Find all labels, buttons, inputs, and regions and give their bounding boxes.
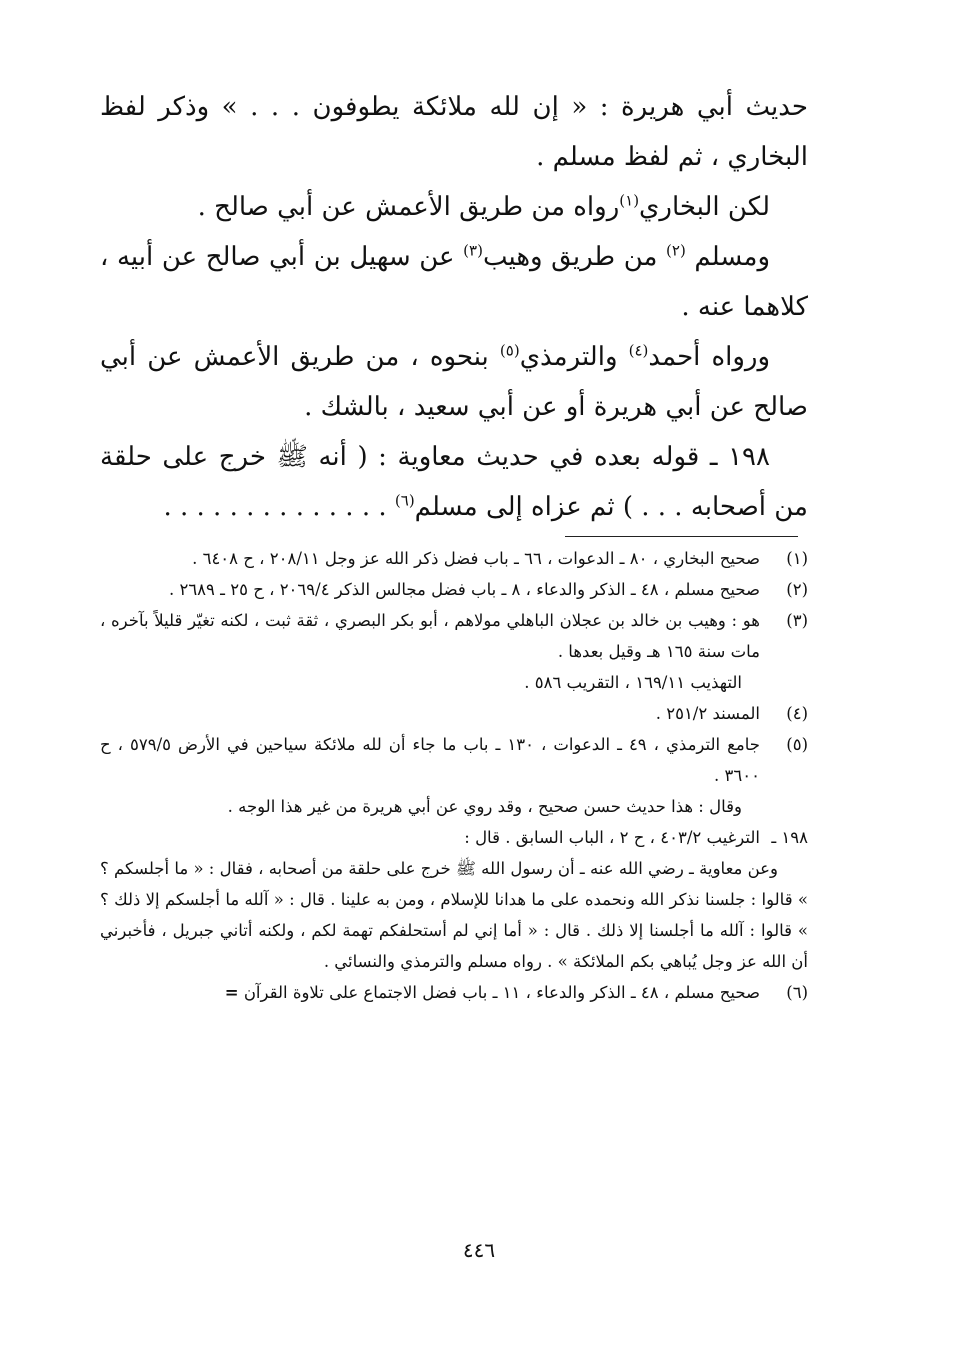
footnote-ref: (٥) [499, 341, 520, 360]
paragraph [100, 332, 808, 432]
footnote-text: الترغيب ٤٠٣/٢ ، ح ٢ ، الباب السابق . قال : [464, 828, 760, 847]
paragraph-text: بنحوه ، من طريق الأعمش عن أبي صالح عن أبي هريرة أو عن أبي سعيد ، بالشك . [100, 342, 808, 422]
footnote-6 [70, 977, 808, 1008]
paragraph-text: ورواه أحمد [648, 342, 770, 372]
footnote-5 [100, 729, 808, 822]
footnote-text: المسند ٢٥١/٢ . [655, 704, 760, 723]
paragraph [100, 232, 808, 332]
continued-mark: = [224, 983, 239, 1002]
paragraph-text: لكن البخاري [639, 192, 770, 222]
footnote-text: صحيح مسلم ، ٤٨ ـ الذكر والدعاء ، ٨ ـ باب فضل مجالس الذكر ٢٠٦٩/٤ ، ح ٢٥ ـ ٢٦٨٩ . [168, 580, 760, 599]
paragraph-text: والترمذي [519, 342, 618, 372]
footnotes [100, 543, 808, 1008]
footnote-number: (٤) [786, 704, 808, 723]
footnote-separator [565, 536, 798, 537]
footnote-ref: (٣) [463, 241, 483, 260]
footnote-1 [100, 543, 808, 574]
dotted-leader: . . . . . . . . . . . . . . [163, 492, 387, 522]
paragraph [100, 182, 808, 232]
footnote-3 [100, 605, 808, 698]
footnote-number: (٢) [786, 580, 808, 599]
footnote-ref: (٤) [628, 341, 649, 360]
footnote-text: وعن معاوية ـ رضي الله عنه ـ أن رسول الله ﷺ خرج على حلقة من أصحابه ، فقال : « ما أجلسكم ؟ » قالوا : جلسنا نذكر الله ونحمده على ما هدانا للإسلام ، ومن به علينا . قال : « آلله ما أجلسكم إلا ذلك ؟ » قالوا : آلله ما أجلسنا إلا ذلك . قال : « أما إني لم أستحلفكم تهمة لكم ، ولكنه أتاني جبريل ، فأخبرني أن الله عز وجل يُباهي بكم الملائكة » . رواه مسلم والترمذي والنسائي . [100, 859, 808, 971]
footnote-ref: (١) [619, 191, 640, 210]
paragraph [100, 432, 808, 532]
footnote-text: هو : وهيب بن خالد بن عجلان الباهلي مولاهم ، أبو بكر البصري ، ثقة ثبت ، لكنه تغيّر قليلاً بآخره ، مات سنة ١٦٥ هـ وقيل بعدها . [100, 611, 760, 661]
footnote-198-quote [100, 853, 808, 977]
paragraph-text: ١٩٨ ـ قوله بعده في حديث معاوية : ( أنه ﷺ خرج على حلقة من أصحابه . . . ) ثم عزاه إلى مسلم [100, 442, 808, 522]
footnote-number: (١) [786, 549, 808, 568]
page-number: ٤٤٦ [462, 1238, 496, 1262]
paragraph-text: من طريق وهيب [482, 242, 658, 272]
footnote-ref: (٢) [666, 241, 686, 260]
footnote-2 [100, 574, 808, 605]
footnote-text: صحيح البخاري ، ٨٠ ـ الدعوات ، ٦٦ ـ باب فضل ذكر الله عز وجل ٢٠٨/١١ ، ح ٦٤٠٨ . [192, 549, 760, 568]
footnote-text: التهذيب ١٦٩/١١ ، التقريب ٥٨٦ . [524, 673, 742, 692]
footnote-ref: (٦) [394, 491, 415, 510]
footnote-text [70, 977, 760, 1008]
footnote-number: (٣) [786, 611, 808, 630]
footnote-198 [100, 822, 808, 853]
footnote-text: وقال : هذا حديث حسن صحيح ، وقد روي عن أبي هريرة من غير هذا الوجه . [227, 797, 742, 816]
footnote-number: ١٩٨ ـ [771, 828, 808, 847]
main-text [100, 82, 808, 532]
footnote-number: (٦) [786, 983, 808, 1002]
footnote-number: (٥) [786, 735, 808, 754]
paragraph [100, 82, 808, 182]
footnote-text: جامع الترمذي ، ٤٩ ـ الدعوات ، ١٣٠ ـ باب ما جاء أن لله ملائكة سياحين في الأرض ٥٧٩/٥ ، ح ٣٦٠٠ . [100, 735, 760, 785]
paragraph-text: عن سهيل بن أبي صالح عن أبيه ، كلاهما عنه . [100, 242, 808, 322]
footnote-text-body: صحيح مسلم ، ٤٨ ـ الذكر والدعاء ، ١١ ـ باب فضل الاجتماع على تلاوة القرآن [243, 983, 760, 1002]
paragraph-text: ومسلم [694, 242, 771, 272]
footnote-4 [100, 698, 808, 729]
paragraph-text: رواه من طريق الأعمش عن أبي صالح . [197, 192, 620, 222]
paragraph-text: حديث أبي هريرة : « إن لله ملائكة يطوفون . . . » وذكر لفظ البخاري ، ثم لفظ مسلم . [100, 92, 808, 172]
